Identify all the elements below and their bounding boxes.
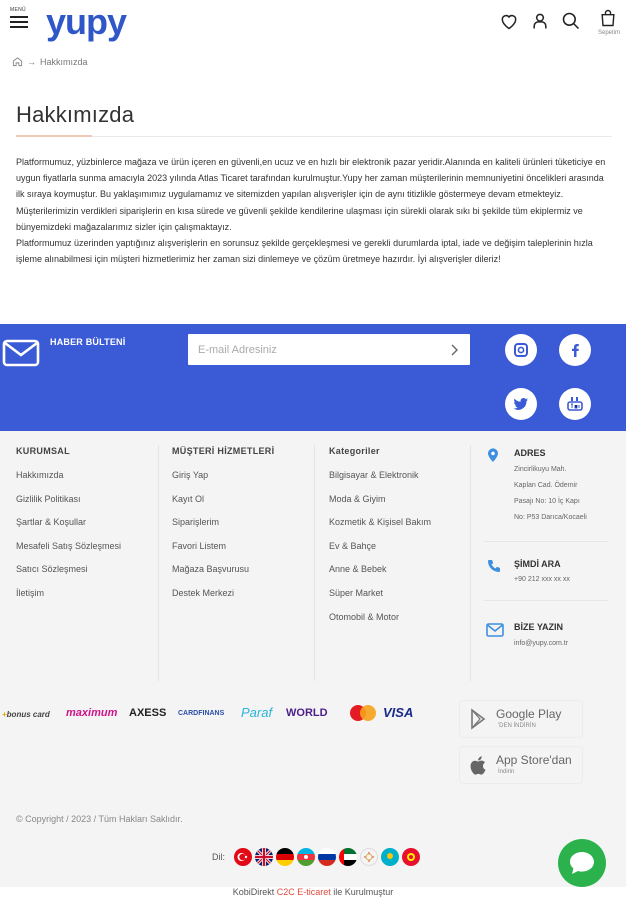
envelope-icon bbox=[2, 338, 40, 373]
favorites-icon[interactable] bbox=[499, 11, 521, 33]
footer-link[interactable]: Destek Merkezi bbox=[172, 587, 235, 598]
footer-link[interactable]: İletişim bbox=[16, 587, 45, 598]
footer-link[interactable]: Siparişlerim bbox=[172, 517, 220, 528]
menu-label: MENÜ bbox=[10, 7, 26, 13]
credit-line bbox=[0, 887, 626, 900]
address-line: Zincirlikuyu Mah. bbox=[514, 466, 567, 473]
footer-link[interactable]: Anne & Bebek bbox=[329, 564, 387, 575]
footer-links-categories bbox=[329, 470, 431, 635]
footer-link[interactable]: Süper Market bbox=[329, 587, 384, 598]
footer-link[interactable]: Moda & Giyim bbox=[329, 493, 386, 504]
menu-icon-bar bbox=[10, 21, 28, 23]
menu-icon bbox=[10, 16, 28, 18]
visa-logo: VISA bbox=[383, 705, 414, 720]
newsletter-email-input[interactable] bbox=[188, 334, 438, 365]
facebook-icon bbox=[565, 340, 585, 360]
breadcrumb-separator: → bbox=[27, 57, 36, 67]
twitter-icon bbox=[511, 394, 531, 414]
flag-kyrgyz-republic-icon[interactable] bbox=[402, 848, 420, 866]
home-icon[interactable] bbox=[12, 56, 23, 69]
user-icon[interactable] bbox=[530, 11, 552, 33]
newsletter-submit-button[interactable] bbox=[444, 340, 464, 360]
language-selector bbox=[212, 847, 420, 867]
footer-column-title: KURUMSAL bbox=[16, 446, 70, 456]
credit-link[interactable]: C2C E-ticaret bbox=[276, 887, 331, 897]
address-line: No: P53 Darıca/Kocaeli bbox=[514, 514, 587, 521]
footer-link[interactable]: Mesafeli Satış Sözleşmesi bbox=[16, 540, 122, 551]
contact-divider bbox=[484, 541, 608, 542]
footer-link[interactable]: Bilgisayar & Elektronik bbox=[329, 470, 419, 480]
footer-column-title: Kategoriler bbox=[329, 446, 380, 456]
footer-links-corporate bbox=[16, 470, 121, 612]
phone-title: ŞİMDİ ARA bbox=[514, 559, 561, 569]
about-text bbox=[16, 154, 606, 267]
newsletter-title: HABER BÜLTENİ bbox=[50, 337, 126, 347]
site-header bbox=[0, 0, 626, 46]
breadcrumb-current: Hakkımızda bbox=[40, 57, 88, 67]
credit-suffix: ile Kurulmuştur bbox=[333, 887, 394, 897]
instagram-button[interactable] bbox=[505, 334, 537, 366]
copyright-text: © Copyright / 2023 / Tüm Hakları Saklıdır. bbox=[16, 814, 183, 824]
column-divider bbox=[470, 445, 471, 681]
title-divider bbox=[16, 136, 612, 137]
mail-title: BİZE YAZIN bbox=[514, 622, 564, 632]
flag-uae-icon[interactable] bbox=[339, 848, 357, 866]
footer-link[interactable]: Mağaza Başvurusu bbox=[172, 564, 250, 575]
twitter-button[interactable] bbox=[505, 388, 537, 420]
newsletter-form bbox=[188, 334, 470, 365]
address-line: Kaplan Cad. Ödemir bbox=[514, 482, 578, 489]
maximum-logo: maximum bbox=[66, 707, 118, 719]
paraf-logo: Paraf bbox=[241, 705, 273, 720]
app-store-button[interactable] bbox=[460, 747, 582, 783]
about-paragraph: Platformumuz, yüzbinlerce mağaza ve ürün içeren en güvenli,en ucuz ve en hızlı bir elektronik pazar yeridir.Alanında en kaliteli ürünleri tüketiciye en uygun fiyatlarla sunma amacıyla 2023 yılında Atlas Ticaret tarafından kurulmuştur.Yupy her zaman müşterilerinin memnuniyetini öncelikleri arasında ilk sıraya koymuştur. Bu yaklaşımımız uygulamamız ve sitemizden yapılan alışverişler için de aynı titizlikle göstermeye devam etmekteyiz. Müşterilerimizin verdikleri siparişlerin en kısa sürede ve güvenli şekilde kendilerine ulaşması için sürekli olarak sıkı bi şekilde tüm ekiplermiz ve bünyemizdeki mağazalarımız sizler için çalışmaktayız. bbox=[16, 157, 606, 232]
bonus-card-logo: +bonus card bbox=[2, 710, 50, 719]
site-logo[interactable]: yupy bbox=[46, 1, 127, 42]
payment-logos bbox=[0, 701, 430, 729]
mastercard-logo bbox=[348, 704, 378, 725]
address-line: Pasajı No: 10 İç Kapı bbox=[514, 498, 580, 505]
chevron-right-icon bbox=[444, 340, 464, 360]
flag-uk-icon[interactable] bbox=[255, 848, 273, 866]
breadcrumb bbox=[12, 56, 88, 68]
store-title: App Store'dan bbox=[496, 753, 572, 767]
youtube-icon bbox=[565, 394, 585, 414]
footer-link[interactable]: Kayıt Ol bbox=[172, 493, 205, 504]
flag-germany-icon[interactable] bbox=[276, 848, 294, 866]
address-text bbox=[514, 462, 587, 526]
footer-links-customer bbox=[172, 470, 249, 612]
footer-link[interactable]: Giriş Yap bbox=[172, 470, 209, 480]
flag-azerbaijan-icon[interactable] bbox=[297, 848, 315, 866]
phone-icon bbox=[486, 558, 502, 579]
google-play-button[interactable] bbox=[460, 701, 582, 737]
mail-address[interactable]: info@yupy.com.tr bbox=[514, 640, 569, 647]
apple-icon bbox=[468, 754, 490, 776]
column-divider bbox=[158, 445, 159, 681]
mail-icon bbox=[486, 623, 504, 642]
footer-link[interactable]: Şartlar & Koşullar bbox=[16, 517, 87, 528]
flag-russia-icon[interactable] bbox=[318, 848, 336, 866]
footer-link[interactable]: Gizlilik Politikası bbox=[16, 493, 81, 504]
footer-column-title: MÜŞTERİ HİZMETLERİ bbox=[172, 446, 275, 456]
address-title: ADRES bbox=[514, 448, 546, 458]
cardfinans-logo: CARDFINANS bbox=[178, 710, 225, 717]
page-title: Hakkımızda bbox=[16, 102, 135, 127]
chat-bubble-icon bbox=[558, 839, 606, 887]
about-paragraph: Platformumuz üzerinden yaptığınız alışverişlerin en sorunsuz şekilde gerçekleşmesi ve gerekli durumlarda iptal, iade ve değişim taleplerinin hızla işleme alınabilmesi için müşteri hizmetlerimiz her zaman sizi dinlemeye ve çözüm üretmeye hazırdır. İyi alışverişler dileriz! bbox=[16, 238, 593, 265]
language-label: Dil: bbox=[212, 852, 225, 862]
column-divider bbox=[314, 445, 315, 681]
title-accent-line bbox=[16, 135, 92, 137]
cart-button[interactable] bbox=[592, 8, 624, 40]
axess-logo: AXESS bbox=[129, 707, 167, 719]
store-subtitle: 'DEN İNDİRİN bbox=[498, 723, 536, 729]
search-icon[interactable] bbox=[561, 11, 583, 33]
credit-prefix: KobiDirekt bbox=[232, 887, 275, 897]
instagram-icon bbox=[511, 340, 531, 360]
youtube-button[interactable] bbox=[559, 388, 591, 420]
footer-link[interactable]: Satıcı Sözleşmesi bbox=[16, 564, 88, 575]
contact-divider bbox=[484, 600, 608, 601]
live-chat-button[interactable] bbox=[558, 839, 606, 887]
menu-button[interactable] bbox=[10, 7, 32, 33]
site-footer bbox=[0, 431, 626, 900]
phone-number[interactable]: +90 212 xxx xx xx bbox=[514, 576, 570, 583]
footer-link[interactable]: Favori Listem bbox=[172, 540, 227, 551]
menu-icon-bar bbox=[10, 26, 28, 28]
footer-link[interactable]: Ev & Bahçe bbox=[329, 540, 377, 551]
footer-link[interactable]: Otomobil & Motor bbox=[329, 611, 400, 622]
store-subtitle: İndirin bbox=[498, 769, 515, 775]
world-logo: WORLD bbox=[286, 707, 328, 719]
newsletter-section bbox=[0, 324, 626, 431]
store-title: Google Play bbox=[496, 707, 562, 721]
location-pin-icon bbox=[486, 447, 500, 468]
footer-link[interactable]: Kozmetik & Kişisel Bakım bbox=[329, 517, 432, 528]
google-play-icon bbox=[468, 708, 490, 730]
flag-turkey-icon[interactable] bbox=[234, 848, 252, 866]
cart-icon bbox=[598, 8, 618, 28]
facebook-button[interactable] bbox=[559, 334, 591, 366]
flag-kazakhstan-icon[interactable] bbox=[381, 848, 399, 866]
flag-kyrgyzstan-icon[interactable] bbox=[360, 848, 378, 866]
cart-label: Sepetim bbox=[597, 30, 620, 36]
footer-link[interactable]: Hakkımızda bbox=[16, 470, 64, 480]
